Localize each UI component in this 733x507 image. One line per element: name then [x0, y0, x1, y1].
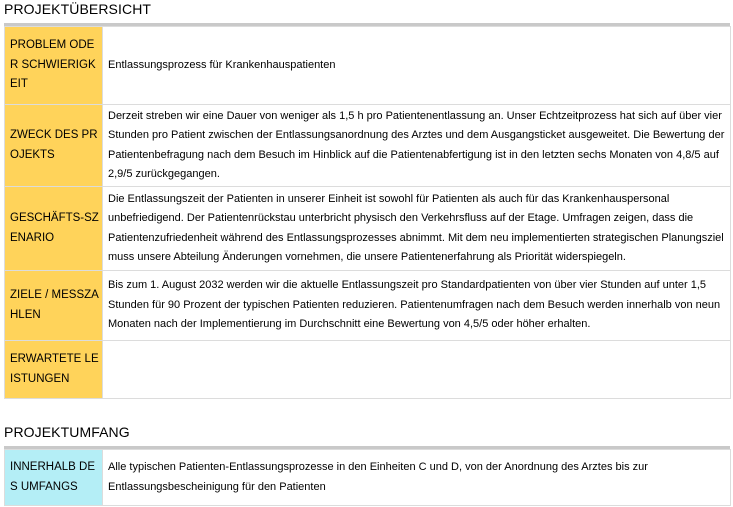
overview-row-deliverables: [5, 341, 731, 399]
content-goals[interactable]: Bis zum 1. August 2032 werden wir die aktuelle Entlassungszeit pro Standardpatienten von über vier Stunden auf unter 1,5 Stunden für 90 Prozent der typischen Patienten reduzieren. Patientenumfragen nach dem Besuch werden innerhalb von neun Monaten nach der Implementierung im Durchschnitt eine Bewertung von 4,5/5 oder höher erhalten.: [103, 271, 731, 341]
label-purpose: ZWECK DES PROJEKTS: [5, 105, 103, 187]
content-deliverables[interactable]: [103, 341, 731, 399]
overview-row-goals: [5, 271, 731, 341]
label-in-scope: INNERHALB DES UMFANGS: [5, 450, 103, 506]
content-in-scope[interactable]: Alle typischen Patienten-Entlassungsprozesse in den Einheiten C und D, von der Anordnung des Arztes bis zur Entlassungsbescheinigung für den Patienten: [103, 450, 731, 506]
content-purpose[interactable]: Derzeit streben wir eine Dauer von weniger als 1,5 h pro Patientenentlassung an. Unser Echtzeitprozess hat sich auf über vier Stunden pro Patient zwischen der Entlassungsanordnung des Arztes und dem Ausgangsticket ausgeweitet. Die Bewertung der Patientenbefragung nach dem Besuch im Hinblick auf die Patientenabfertigung ist in den letzten sechs Monaten von 4,8/5 auf 2,9/5 zurückgegangen.: [103, 105, 731, 187]
label-goals: ZIELE / MESSZAHLEN: [5, 271, 103, 341]
overview-row-business-case: [5, 187, 731, 271]
overview-row-problem: [5, 27, 731, 105]
label-problem: PROBLEM ODER SCHWIERIGKEIT: [5, 27, 103, 105]
label-business-case: GESCHÄFTS-SZENARIO: [5, 187, 103, 271]
label-deliverables: ERWARTETE LEISTUNGEN: [5, 341, 103, 399]
scope-title: PROJEKTUMFANG: [4, 424, 130, 440]
overview-row-purpose: [5, 105, 731, 187]
scope-row-in-scope: [5, 450, 731, 506]
content-problem[interactable]: Entlassungsprozess für Krankenhauspatienten: [103, 27, 731, 105]
content-business-case[interactable]: Die Entlassungszeit der Patienten in unserer Einheit ist sowohl für Patienten als auch für das Krankenhauspersonal unbefriedigend. Der Patientenrückstau unterbricht physisch den Verkehrsfluss auf der Etage. Umfragen zeigen, dass die Patientenzufriedenheit während des Entlassungsprozesses abnimmt. Mit dem neu implementierten strategischen Planungsziel muss unsere Abteilung Änderungen vornehmen, die unsere Patientenerfahrung als Priorität widerspiegeln.: [103, 187, 731, 271]
overview-table: [4, 26, 731, 399]
scope-table: [4, 449, 731, 506]
overview-title: PROJEKTÜBERSICHT: [4, 1, 152, 17]
